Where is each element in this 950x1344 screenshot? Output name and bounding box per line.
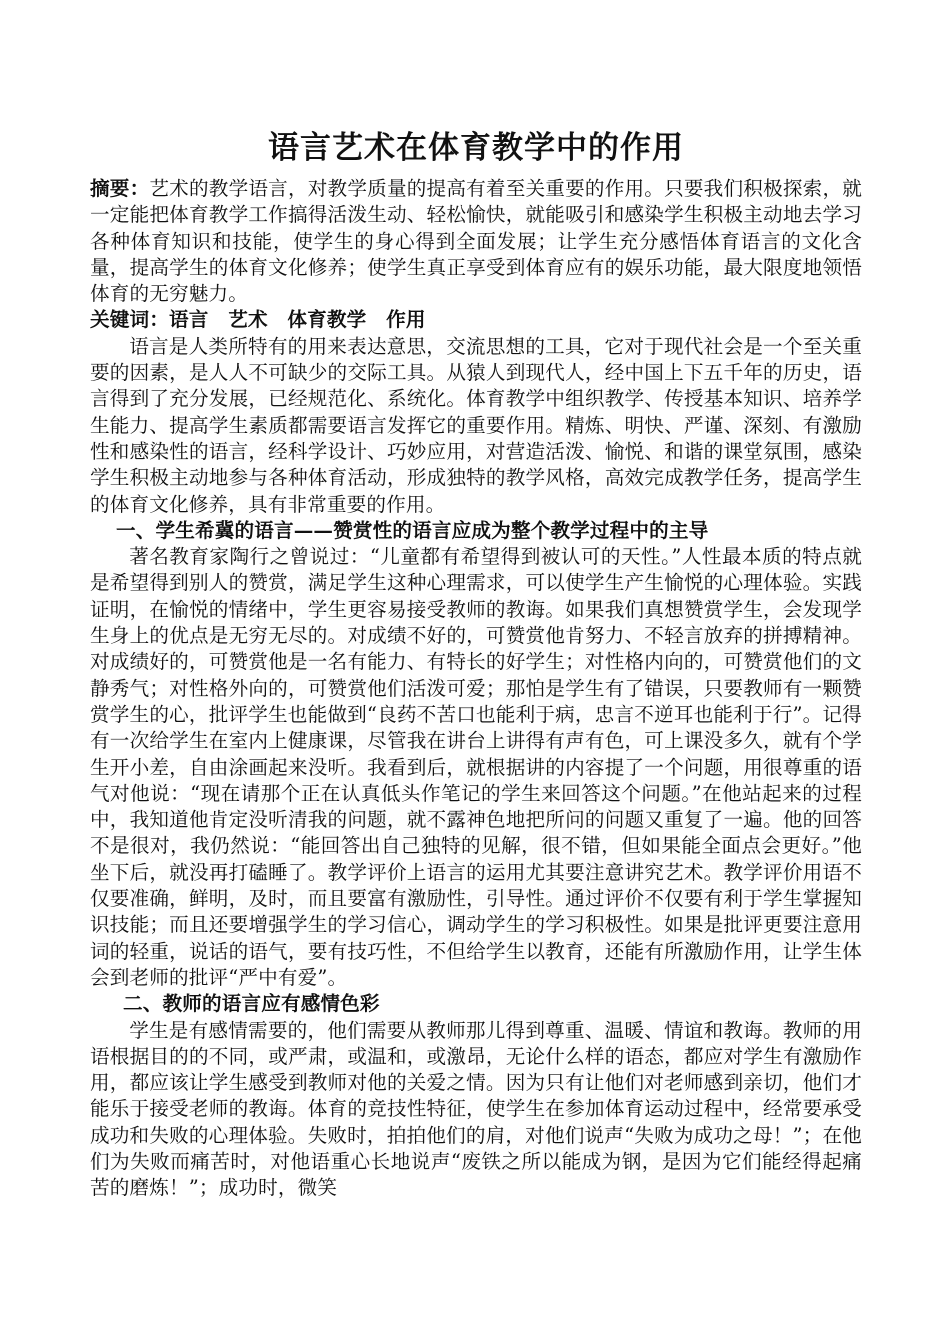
abstract-text: 艺术的教学语言，对教学质量的提高有着至关重要的作用。只要我们积极探索，就一定能把体育教学工作搞得活泼生动、轻松愉快，就能吸引和感染学生积极主动地去学习各种体育知识和技能，使学生的身心得到全面发展；让学生充分感悟体育语言的文化含量，提高学生的体育文化修养；使学生真正享受到体育应有的娱乐功能，最大限度地领悟体育的无穷魅力。 (90, 177, 862, 306)
document-title: 语言艺术在体育教学中的作用 (268, 130, 684, 166)
abstract-paragraph (90, 176, 862, 307)
intro-paragraph: 语言是人类所特有的用来表达意思，交流思想的工具，它对于现代社会是一个至关重要的因素，是人人不可缺少的交际工具。从猿人到现代人，经中国上下五千年的历史，语言得到了充分发展，已经规范化、系统化。体育教学中组织教学、传授基本知识、培养学生能力、提高学生素质都需要语言发挥它的重要作用。精炼、明快、严谨、深刻、有激励性和感染性的语言，经科学设计、巧妙应用，对营造活泼、愉悦、和谐的课堂氛围，感染学生积极主动地参与各种体育活动，形成独特的教学风格，高效完成教学任务，提高学生的体育文化修养，具有非常重要的作用。 (90, 334, 862, 516)
section1-body: 著名教育家陶行之曾说过：“儿童都有希望得到被认可的天性。”人性最本质的特点就是希望得到别人的赞赏，满足学生这种心理需求，可以使学生产生愉悦的心理体验。实践证明，在愉悦的情绪中，学生更容易接受教师的教诲。如果我们真想赞赏学生，会发现学生身上的优点是无穷无尽的。对成绩不好的，可赞赏他肯努力、不轻言放弃的拼搏精神。对成绩好的，可赞赏他是一名有能力、有特长的好学生；对性格内向的，可赞赏他们的文静秀气；对性格外向的，可赞赏他们活泼可爱；那怕是学生有了错误，只要教师有一颗赞赏学生的心，批评学生也能做到“良药不苦口也能利于病，忠言不逆耳也能利于行”。记得有一次给学生在室内上健康课，尽管我在讲台上讲得有声有色，可上课没多久，就有个学生开小差，自由涂画起来没听。我看到后，就根据讲的内容提了一个问题，用很尊重的语气对他说：“现在请那个正在认真低头作笔记的学生来回答这个问题。”在他站起来的过程中，我知道他肯定没听清我的问题，就不露神色地把所问的问题又重复了一遍。他的回答不是很对，我仍然说：“能回答出自己独特的见解，很不错，但如果能全面点会更好。”他坐下后，就没再打磕睡了。教学评价上语言的运用尤其要注意讲究艺术。教学评价用语不仅要准确，鲜明，及时，而且要富有激励性，引导性。通过评价不仅要有利于学生掌握知识技能；而且还要增强学生的学习信心，调动学生的学习积极性。如果是批评更要注意用词的轻重，说话的语气，要有技巧性，不但给学生以教育，还能有所激励作用，让学生体会到老师的批评“严中有爱”。 (90, 545, 862, 989)
section1-heading: 一、学生希冀的语言——赞赏性的语言应成为整个教学过程中的主导 (116, 518, 709, 542)
section2-body: 学生是有感情需要的，他们需要从教师那儿得到尊重、温暖、情谊和教诲。教师的用语根据目的的不同，或严肃，或温和，或激昂，无论什么样的语态，都应对学生有激励作用，都应该让学生感受到教师对他的关爱之情。因为只有让他们对老师感到亲切，他们才能乐于接受老师的教诲。体育的竞技性特征，使学生在参加体育运动过程中，经常要承受成功和失败的心理体验。失败时，拍拍他们的肩，对他们说声“失败为成功之母！”；在他们为失败而痛苦时，对他语重心长地说声“废铁之所以能成为钢，是因为它们能经得起痛苦的磨炼！”；成功时，微笑 (90, 1018, 862, 1200)
keywords-line: 关键词：语言 艺术 体育教学 作用 (90, 308, 426, 332)
document-page (90, 128, 862, 1202)
section2-heading: 二、教师的语言应有感情色彩 (123, 992, 380, 1016)
abstract-label: 摘要： (90, 177, 150, 200)
